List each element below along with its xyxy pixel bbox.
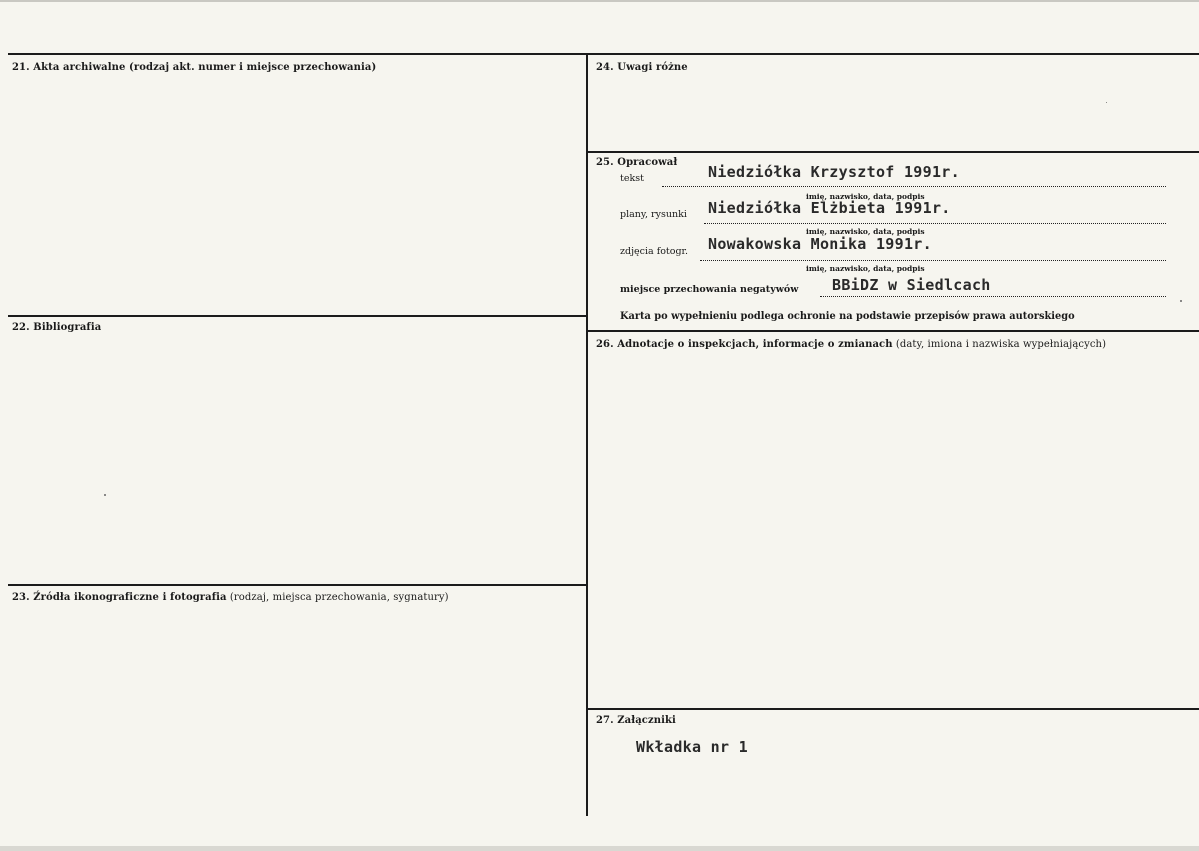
sheet-top-edge <box>0 0 1199 2</box>
paper-speck <box>1106 102 1107 103</box>
negatives-location-value: BBiDZ w Siedlcach <box>832 276 991 294</box>
text-label: tekst <box>620 173 644 184</box>
section-26-title: 26. Adnotacje o inspekcjach, informacje o zmianach <box>596 339 893 350</box>
rule-22-23 <box>8 584 587 586</box>
text-caption: imię, nazwisko, data, podpis <box>806 192 925 201</box>
plans-dotted-line <box>704 223 1166 224</box>
section-27-label: 27. Załączniki <box>596 715 676 726</box>
section-22-label: 22. Bibliografia <box>12 322 102 333</box>
photos-author-value: Nowakowska Monika 1991r. <box>708 235 932 253</box>
section-26-label <box>596 339 1106 350</box>
plans-caption: imię, nazwisko, data, podpis <box>806 227 925 236</box>
rule-25-26 <box>588 330 1199 332</box>
paper-speck <box>104 494 106 496</box>
photos-label: zdjęcia fotogr. <box>620 246 689 257</box>
column-divider <box>586 53 588 816</box>
section-21-label: 21. Akta archiwalne (rodzaj akt. numer i miejsce przechowania) <box>12 62 377 73</box>
top-rule <box>8 53 1199 55</box>
plans-author-value: Niedziółka Elżbieta 1991r. <box>708 199 951 217</box>
text-author-value: Niedziółka Krzysztof 1991r. <box>708 163 960 181</box>
negatives-label: miejsce przechowania negatywów <box>620 284 799 295</box>
section-23-subtitle: (rodzaj, miejsca przechowania, sygnatury) <box>226 592 449 603</box>
section-23-label <box>12 592 449 603</box>
text-dotted-line <box>662 186 1166 187</box>
rule-24-25 <box>588 151 1199 153</box>
photos-dotted-line <box>700 260 1166 261</box>
sheet-bottom-edge <box>0 846 1199 851</box>
section-25-label: 25. Opracował <box>596 157 678 168</box>
rule-21-22 <box>8 315 587 317</box>
section-23-title: 23. Źródła ikonograficzne i fotografia <box>12 592 227 603</box>
copyright-note: Karta po wypełnieniu podlega ochronie na podstawie przepisów prawa autorskiego <box>620 311 1075 322</box>
plans-label: plany, rysunki <box>620 209 687 220</box>
rule-26-27 <box>588 708 1199 710</box>
negatives-dotted-line <box>820 296 1166 297</box>
section-26-subtitle: (daty, imiona i nazwiska wypełniających) <box>892 339 1107 350</box>
photos-caption: imię, nazwisko, data, podpis <box>806 264 925 273</box>
attachment-value: Wkładka nr 1 <box>636 738 748 756</box>
paper-speck <box>1180 300 1182 302</box>
section-24-label: 24. Uwagi różne <box>596 62 688 73</box>
